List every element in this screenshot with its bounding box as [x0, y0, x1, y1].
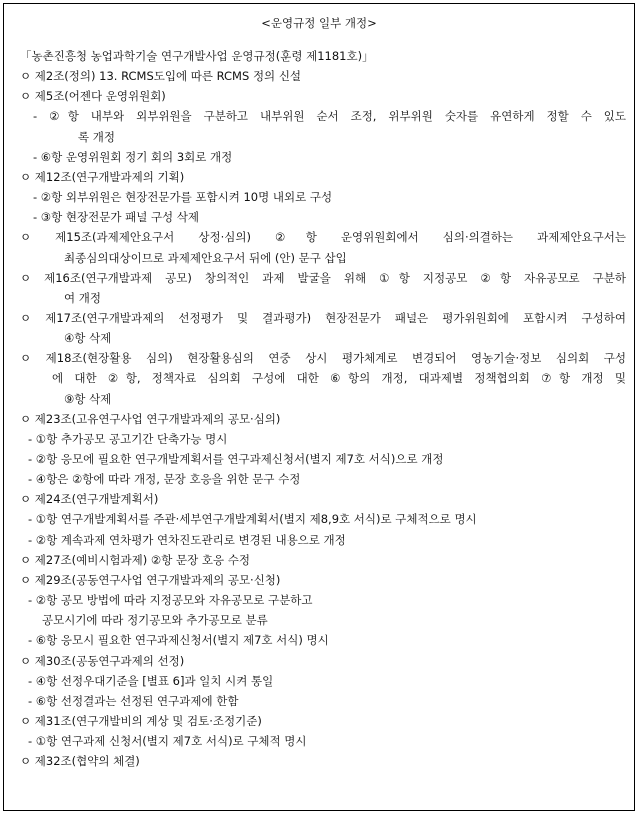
document-line: 「농촌진흥청 농업과학기술 연구개발사업 운영규정(훈령 제1181호)」 [20, 49, 374, 63]
document-line: ㅇ 제29조(공동연구사업 연구개발과제의 공모·신청) [20, 572, 281, 587]
document-line: ㅇ 제16조(연구개발과제 공모) 창의적인 과제 발굴을 위해 ①항 지정공모 ②항 자유공모로 구분하 [20, 270, 626, 285]
document-line: - ②항 응모에 필요한 연구개발계획서를 연구과제신청서(별지 제7호 서식)으로 개정 [28, 452, 444, 466]
document-line: - ⑥항 응모시 필요한 연구과제신청서(별지 제7호 서식) 명시 [28, 633, 329, 648]
document-line: - ②항 공모 방법에 따라 지정공모와 자유공모로 구분하고 [28, 593, 313, 608]
document-line: ㅇ 제2조(정의) 13. RCMS도입에 따른 RCMS 정의 신설 [20, 69, 302, 84]
document-line: ㅇ 제17조(연구개발과제의 선정평가 및 결과평가) 현장전문가 패널은 평가위원회에 포함시켜 구성하여 [20, 310, 626, 325]
document-line: 최종심의대상이므로 과제제안요구서 뒤에 (안) 문구 삽입 [64, 250, 347, 265]
document-line: - ①항 연구개발계획서를 주관·세부연구개발계획서(별지 제8,9호 서식)로 구체적으로 명시 [28, 512, 477, 527]
document-line: ㅇ 제30조(공동연구과제의 선정) [20, 653, 185, 668]
document-line: - ①항 추가공모 공고기간 단축가능 명시 [28, 431, 228, 446]
document-line: ㅇ 제15조(과제제안요구서 상정·심의) ②항 운영위원회에서 심의·의결하는 과제제안요구서는 [20, 230, 626, 245]
document-line: ㅇ 제24조(연구개발계획서) [20, 492, 159, 507]
document-box [3, 3, 635, 811]
document-line: - ⑥항 선정결과는 선정된 연구과제에 한함 [28, 693, 239, 708]
document-line: ㅇ 제23조(고유연구사업 연구개발과제의 공모·심의) [20, 411, 281, 426]
document-line: 록 개정 [78, 129, 115, 144]
document-line: - ③항 현장전문가 패널 구성 삭제 [33, 210, 200, 225]
document-line: - ②항 외부위원은 현장전문가를 포함시켜 10명 내외로 구성 [33, 190, 333, 205]
document-line: 여 개정 [64, 290, 101, 305]
document-line: - ②항 내부와 외부위원을 구분하고 내부위원 순서 조정, 위부위원 숫자를 유연하게 정할 수 있도 [33, 109, 626, 124]
document-line: - ⑥항 운영위원회 정기 회의 3회로 개정 [33, 149, 233, 164]
document-line: 에 대한 ②항, 정책자료 심의회 구성에 대한 ⑥항의 개정, 대과제별 정책협의회 ⑦항 개정 및 [52, 371, 626, 386]
document-line: ㅇ 제32조(협약의 체결) [20, 754, 140, 769]
document-line: - ②항 계속과제 연차평가 연차진도관리로 변경된 내용으로 개정 [28, 532, 346, 547]
document-line: ㅇ 제18조(현장활용 심의) 현장활용심의 연중 상시 평가체계로 변경되어 영농기술·정보 심의회 구성 [20, 351, 626, 366]
document-line: ㅇ 제31조(연구개발비의 계상 및 검토·조정기준) [20, 713, 262, 728]
document-line: ㅇ 제27조(예비시험과제) ②항 문장 호응 수정 [20, 552, 250, 567]
document-line: 공모시기에 따라 정기공모와 추가공모로 분류 [42, 613, 268, 628]
document-title: <운영규정 일부 개정> [261, 16, 377, 30]
document-line: ㅇ 제5조(어젠다 운영위원회) [20, 89, 166, 104]
document-line: - ④항은 ②항에 따라 개정, 문장 호응을 위한 문구 수정 [28, 472, 301, 487]
document-line: - ①항 연구과제 신청서(별지 제7호 서식)로 구체적 명시 [28, 734, 307, 749]
document-line: ㅇ 제12조(연구개발과제의 기획) [20, 169, 185, 184]
document-line: - ④항 선정우대기준을 [별표 6]과 일치 시켜 통일 [28, 673, 274, 688]
document-line: ⑨항 삭제 [64, 391, 112, 406]
document-line: ④항 삭제 [64, 331, 112, 346]
